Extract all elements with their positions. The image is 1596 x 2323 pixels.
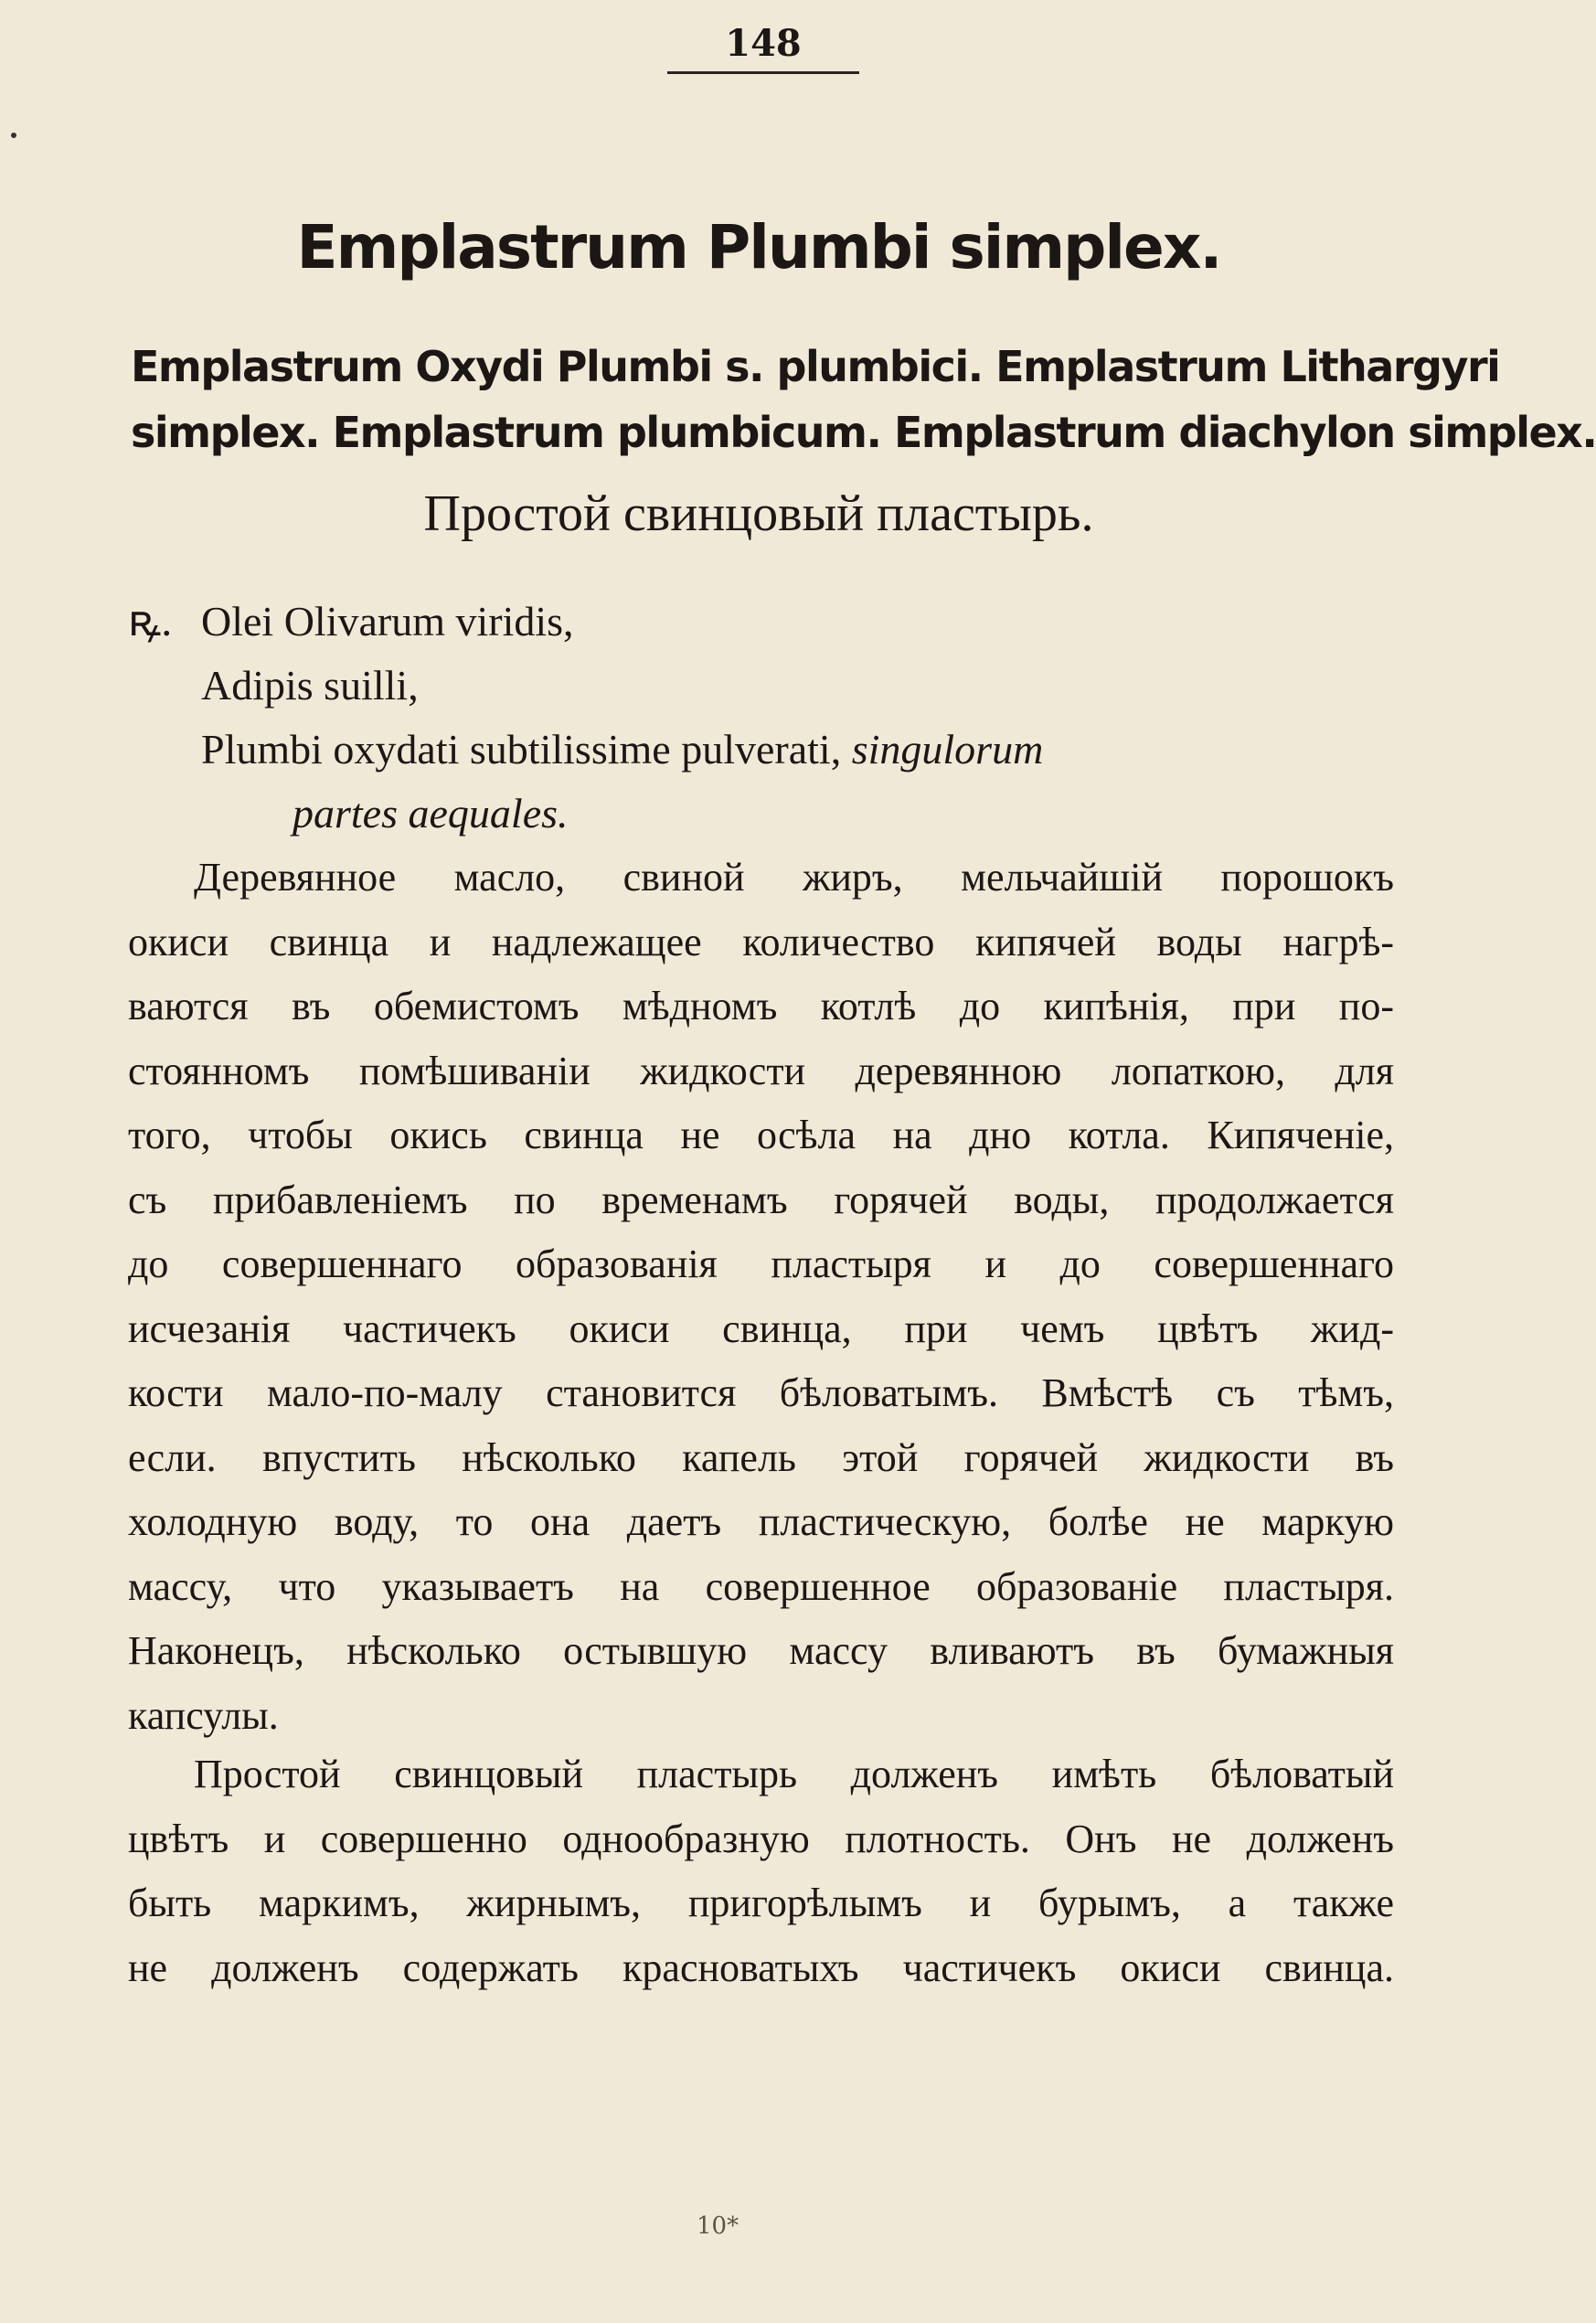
russian-title: Простой свинцовый пластырь. [423, 485, 1094, 542]
paragraph-preparation [128, 846, 1394, 1748]
text-line: кости мало-по-малу становится бѣловатымъ. Вмѣстѣ съ тѣмъ, [128, 1370, 1394, 1415]
recipe-quantity: singulorum [851, 726, 1044, 773]
text-line: съ прибавленіемъ по временамъ горячей воды, продолжается [128, 1177, 1394, 1222]
text-line: Простой свинцовый пластырь долженъ имѣть бѣловатый [194, 1752, 1394, 1796]
text-line: Деревянное масло, свиной жиръ, мельчайшій порошокъ [194, 855, 1394, 900]
section-title: Emplastrum Plumbi simplex. [296, 212, 1221, 282]
synonyms-line: simplex. Emplastrum plumbicum. Emplastrum diachylon simplex. [131, 408, 1596, 457]
recipe-block [128, 590, 1399, 846]
synonyms-line: Emplastrum Oxydi Plumbi s. plumbici. Emplastrum Lithargyri [131, 342, 1500, 391]
text-line: Наконецъ, нѣсколько остывшую массу вливаютъ въ бумажныя [128, 1628, 1394, 1673]
paragraph-requirements [128, 1742, 1394, 2000]
recipe-line [128, 782, 1399, 846]
text-line: до совершеннаго образованія пластыря и до совершеннаго [128, 1241, 1394, 1286]
recipe-symbol: ꝶ. [128, 597, 173, 645]
text-line: ваются въ обемистомъ мѣдномъ котлѣ до кипѣнія, при по- [128, 984, 1394, 1028]
text-line: капсулы. [128, 1692, 279, 1738]
recipe-quantity: partes aequales. [293, 790, 569, 836]
page-number-rule [667, 71, 859, 74]
text-line: исчезанія частичекъ окиси свинца, при чемъ цвѣтъ жид- [128, 1305, 1394, 1351]
text-line: массу, что указываетъ на совершенное образованіе пластыря. [128, 1563, 1394, 1609]
page-number: 148 [725, 22, 802, 65]
recipe-line [128, 590, 1399, 654]
text-line: стоянномъ помѣшиваніи жидкости деревянною лопаткою, для [128, 1048, 1394, 1093]
synonyms-block [131, 334, 1596, 465]
text-line: окиси свинца и надлежащее количество кипячей воды нагрѣ- [128, 919, 1394, 964]
text-line: цвѣтъ и совершенно однообразную плотность. Онъ не долженъ [128, 1816, 1394, 1861]
recipe-line [128, 718, 1399, 782]
text-line: того, чтобы окись свинца не осѣла на дно котла. Кипяченіе, [128, 1113, 1394, 1157]
recipe-ingredient: Plumbi oxydati subtilissime pulverati, [201, 726, 842, 773]
recipe-ingredient: Olei Olivarum viridis, [201, 598, 574, 645]
text-line: если. впустить нѣсколько капель этой горячей жидкости въ [128, 1434, 1394, 1480]
text-line: не долженъ содержать красноватыхъ частичекъ окиси свинца. [128, 1945, 1394, 1990]
recipe-ingredient: Adipis suilli, [201, 662, 419, 709]
text-line: быть маркимъ, жирнымъ, пригорѣлымъ и бурымъ, а также [128, 1881, 1394, 1925]
signature-mark: 10* [697, 2212, 739, 2240]
ink-speck [11, 133, 16, 138]
text-line: холодную воду, то она даетъ пластическую, болѣе не маркую [128, 1499, 1394, 1544]
recipe-line [128, 654, 1399, 718]
